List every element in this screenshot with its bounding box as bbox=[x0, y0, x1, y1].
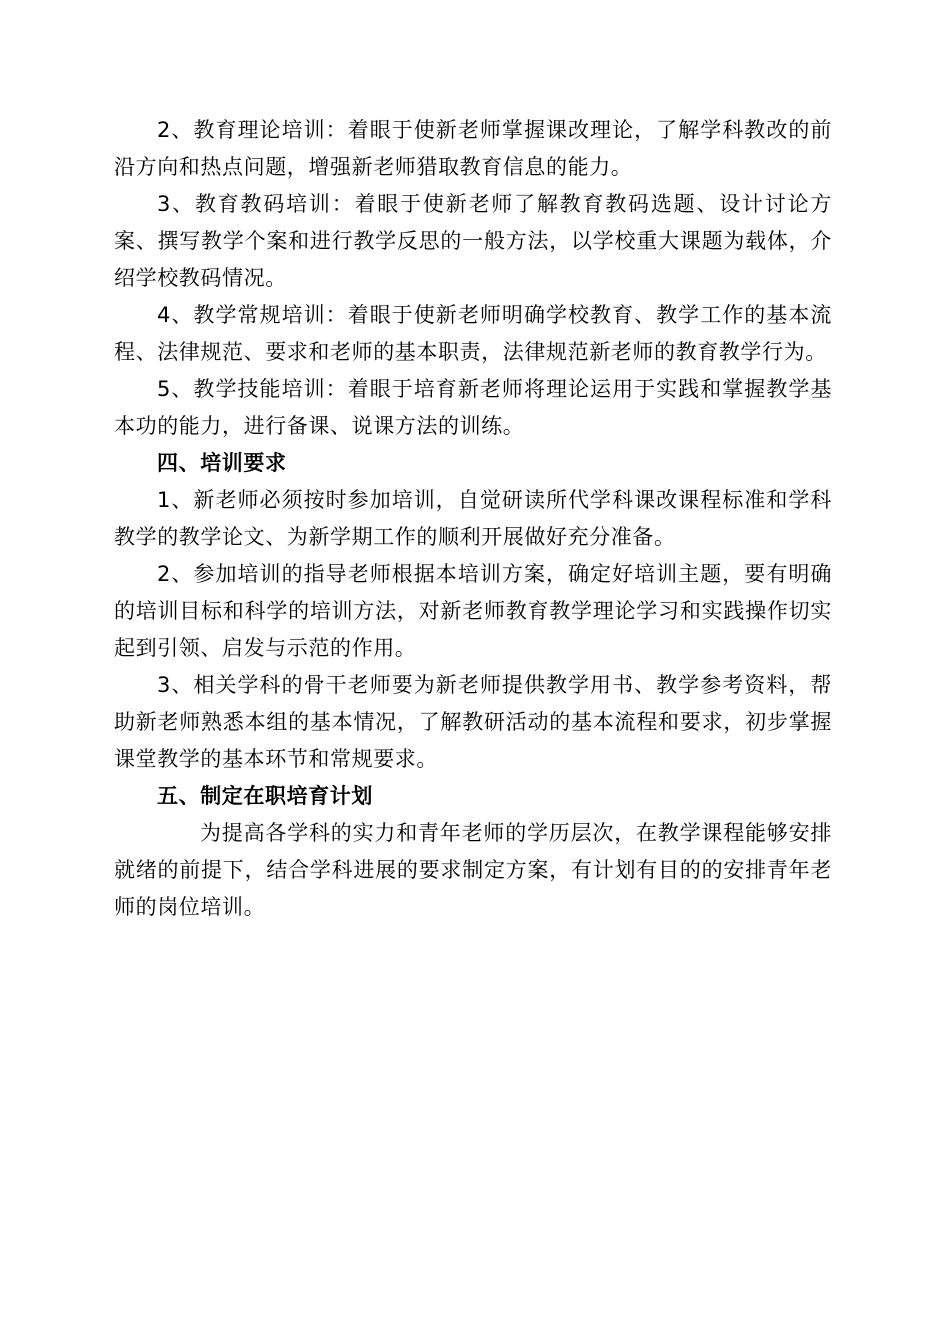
paragraph-skill-training: 5、教学技能培训：着眼于培育新老师将理论运用于实践和掌握教学基本功的能力，进行备课、说课方法的训练。 bbox=[114, 377, 832, 438]
paragraph-theory-training: 2、教育理论培训：着眼于使新老师掌握课改理论，了解学科教改的前沿方向和热点问题，增强新老师猎取教育信息的能力。 bbox=[114, 118, 832, 179]
paragraph-requirement-2: 2、参加培训的指导老师根据本培训方案，确定好培训主题，要有明确的培训目标和科学的培训方法，对新老师教育教学理论学习和实践操作切实起到引领、启发与示范的作用。 bbox=[114, 562, 832, 660]
paragraph-routine-training: 4、教学常规培训：着眼于使新老师明确学校教育、教学工作的基本流程、法律规范、要求和老师的基本职责，法律规范新老师的教育教学行为。 bbox=[114, 303, 832, 364]
paragraph-inservice-plan: 为提高各学科的实力和青年老师的学历层次，在教学课程能够安排就绪的前提下，结合学科进展的要求制定方案，有计划有目的的安排青年老师的岗位培训。 bbox=[114, 821, 832, 919]
paragraph-requirement-3: 3、相关学科的骨干老师要为新老师提供教学用书、教学参考资料，帮助新老师熟悉本组的基本情况，了解教研活动的基本流程和要求，初步掌握课堂教学的基本环节和常规要求。 bbox=[114, 673, 832, 771]
paragraph-requirement-1: 1、新老师必须按时参加培训，自觉研读所代学科课改课程标准和学科教学的教学论文、为新学期工作的顺利开展做好充分准备。 bbox=[114, 488, 832, 549]
heading-inservice-plan: 五、制定在职培育计划 bbox=[157, 784, 373, 808]
document-page bbox=[114, 112, 832, 926]
paragraph-research-training: 3、教育教码培训：着眼于使新老师了解教育教码选题、设计讨论方案、撰写教学个案和进行教学反思的一般方法，以学校重大课题为载体，介绍学校教码情况。 bbox=[114, 192, 832, 290]
heading-training-requirements: 四、培训要求 bbox=[157, 451, 287, 475]
